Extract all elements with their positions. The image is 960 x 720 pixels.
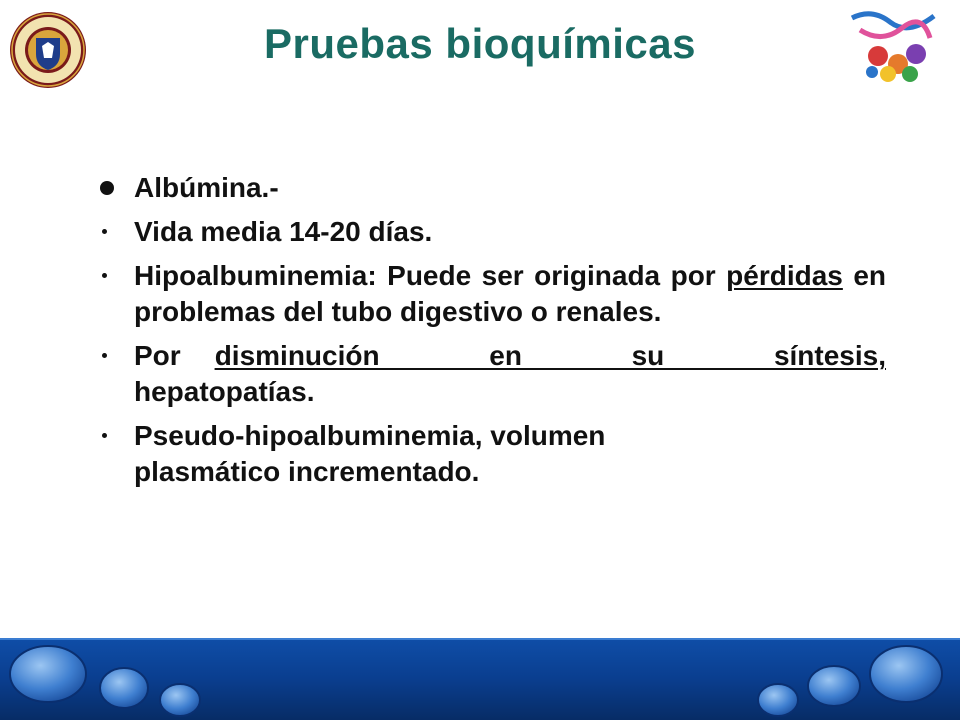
bubble-decoration: [808, 666, 860, 706]
bullet-list: [96, 170, 886, 498]
dna-helix-logo-icon: [842, 8, 942, 88]
bullet-text: en problemas del tubo digestivo o renales.: [134, 260, 886, 327]
bullet-text: hepatopatías.: [134, 376, 315, 407]
bullet-text: Por: [134, 340, 181, 371]
bubble-decoration: [10, 646, 86, 702]
list-item: [96, 258, 886, 330]
bullet-text: plasmático incrementado.: [134, 456, 480, 487]
bubble-decoration: [100, 668, 148, 708]
bullet-text: Pseudo-hipoalbuminemia, volumen: [134, 420, 606, 451]
underlined-text: disminución en su síntesis,: [214, 340, 886, 371]
bullet-small-icon: [102, 229, 107, 234]
bullet-text: Vida media 14-20 días.: [134, 216, 433, 247]
bullet-small-icon: [102, 433, 107, 438]
list-item: [96, 170, 886, 206]
bubble-decoration: [758, 684, 798, 716]
bullet-small-icon: [102, 353, 107, 358]
bullet-small-icon: [102, 273, 107, 278]
bullet-text: Hipoalbuminemia: Puede ser originada por: [134, 260, 727, 291]
bubble-decoration: [870, 646, 942, 702]
bubble-decoration: [160, 684, 200, 716]
bullet-text: Albúmina.-: [134, 172, 279, 203]
dna-helix-logo: [842, 8, 942, 88]
footer-band: [0, 638, 960, 720]
list-item: [96, 214, 886, 250]
bullet-line: [134, 338, 886, 374]
underlined-text-line: [181, 338, 886, 374]
list-item: [96, 338, 886, 410]
underlined-text: pérdidas: [726, 260, 843, 291]
slide-title: Pruebas bioquímicas: [264, 20, 696, 67]
list-item: [96, 418, 886, 490]
bullet-large-icon: [100, 181, 114, 195]
